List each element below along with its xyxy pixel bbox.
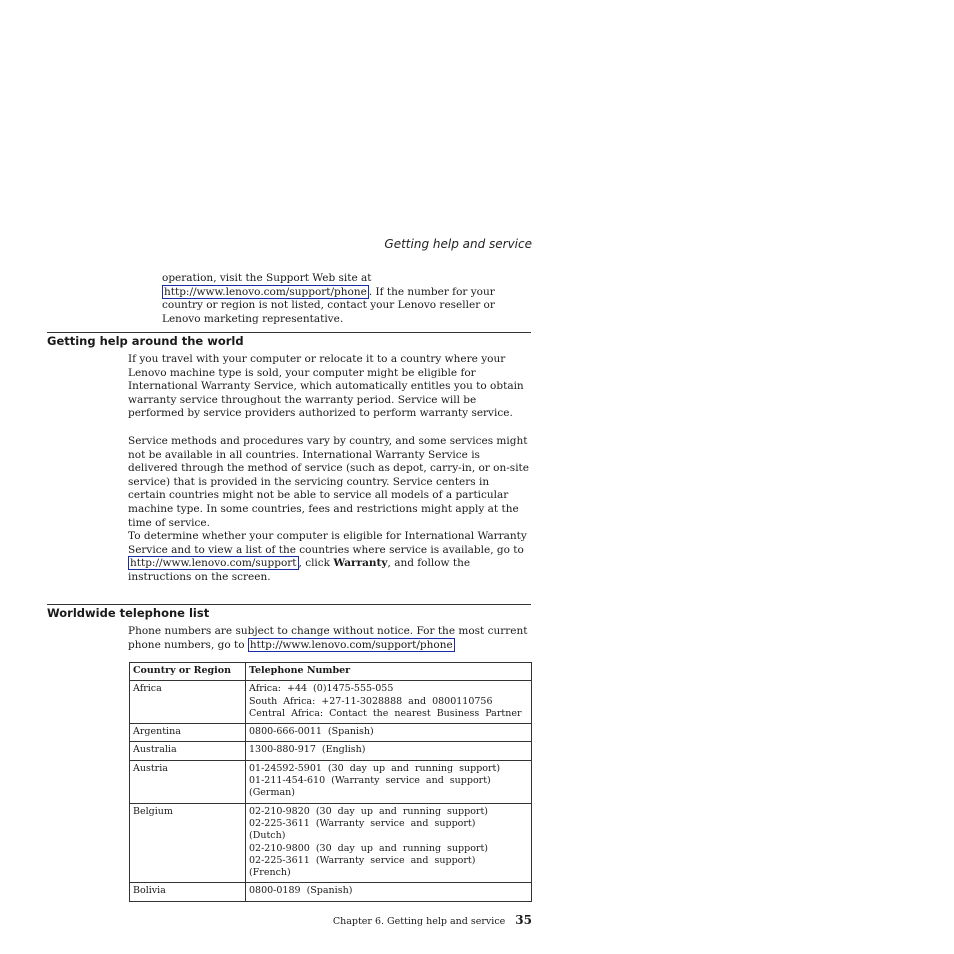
section-divider-world: [47, 332, 531, 333]
number-line: 1300-880-917 (English): [249, 744, 366, 756]
country-cell: Africa: [130, 681, 246, 724]
number-line: 02-210-9800 (30 day up and running support): [249, 842, 488, 854]
number-line: (Dutch): [249, 830, 286, 842]
number-cell: [246, 724, 532, 742]
world-p3-lead: To determine whether your computer is eligible for International Warranty Service and to view a list of the countries where service is available, go to: [128, 530, 527, 556]
number-line: 02-225-3611 (Warranty service and support): [249, 817, 476, 829]
number-cell: [246, 760, 532, 803]
country-cell: Argentina: [130, 724, 246, 742]
number-line: Africa: +44 (0)1475-555-055: [249, 683, 394, 695]
section-heading-world: Getting help around the world: [47, 334, 244, 348]
number-line: 01-24592-5901 (30 day up and running support): [249, 762, 501, 774]
section-divider-phone: [47, 604, 531, 605]
country-cell: Bolivia: [130, 883, 246, 901]
table-row: [130, 742, 532, 760]
world-p3-tail: , and follow the instructions on the screen.: [128, 557, 471, 583]
table-row: [130, 760, 532, 803]
phone-intro-paragraph: [128, 625, 530, 652]
world-p3-mid: , click: [298, 557, 334, 570]
world-paragraph-2: Service methods and procedures vary by country, and some services might not be available in all countries. International Warranty Service is delivered through the method of service (such as depot, carry-in, or on-site service) that is provided in the servicing country. Service centers in certain countries might not be able to service all models of a particular machine type. In some countries, fees and restrictions might apply at the time of service.: [128, 435, 529, 529]
number-line: (German): [249, 787, 295, 799]
phone-list-link[interactable]: http://www.lenovo.com/support/phone: [249, 638, 453, 651]
intro-lead: operation, visit the Support Web site at: [162, 272, 372, 284]
number-line: 02-225-3611 (Warranty service and support): [249, 854, 476, 866]
intro-paragraph: [162, 272, 528, 326]
column-header-country: Country or Region: [130, 663, 246, 681]
number-cell: [246, 681, 532, 724]
telephone-table: [129, 662, 532, 902]
world-paragraph-3: [128, 530, 530, 584]
world-paragraph-1: If you travel with your computer or relocate it to a country where your Lenovo machine type is sold, your computer might be eligible for International Warranty Service, which automatically entitles you to obtain warranty service throughout the warranty period. Service will be performed by service providers authorized to perform warranty service.: [128, 353, 524, 420]
section-heading-phone: Worldwide telephone list: [47, 606, 210, 620]
number-cell: [246, 883, 532, 901]
running-header: Getting help and service: [384, 237, 532, 251]
table-row: [130, 803, 532, 883]
page-number: 35: [515, 913, 532, 927]
table-row: [130, 883, 532, 901]
number-line: (French): [249, 867, 291, 879]
number-cell: [246, 803, 532, 883]
country-cell: Australia: [130, 742, 246, 760]
table-header-row: [130, 663, 532, 681]
table-row: [130, 681, 532, 724]
number-line: 0800-0189 (Spanish): [249, 885, 353, 897]
page-footer: [333, 913, 532, 927]
number-line: 01-211-454-610 (Warranty service and support): [249, 775, 491, 787]
number-line: Central Africa: Contact the nearest Business Partner: [249, 707, 522, 719]
number-line: South Africa: +27-11-3028888 and 0800110756: [249, 695, 493, 707]
column-header-number: Telephone Number: [246, 663, 532, 681]
country-cell: Austria: [130, 760, 246, 803]
number-line: 0800-666-0011 (Spanish): [249, 726, 374, 738]
warranty-label: Warranty: [333, 557, 388, 570]
footer-chapter: Chapter 6. Getting help and service: [332, 916, 506, 927]
table-row: [130, 724, 532, 742]
number-cell: [246, 742, 532, 760]
country-cell: Belgium: [130, 803, 246, 883]
intro-tail: . If the number for your country or region is not listed, contact your Lenovo reseller or Lenovo marketing representative.: [162, 285, 495, 325]
phone-intro-lead: Phone numbers are subject to change without notice. For the most current phone numbers, go to: [128, 625, 528, 651]
support-phone-link[interactable]: http://www.lenovo.com/support/phone: [164, 285, 367, 298]
support-link[interactable]: http://www.lenovo.com/support: [130, 557, 297, 570]
number-line: 02-210-9820 (30 day up and running support): [249, 805, 488, 817]
